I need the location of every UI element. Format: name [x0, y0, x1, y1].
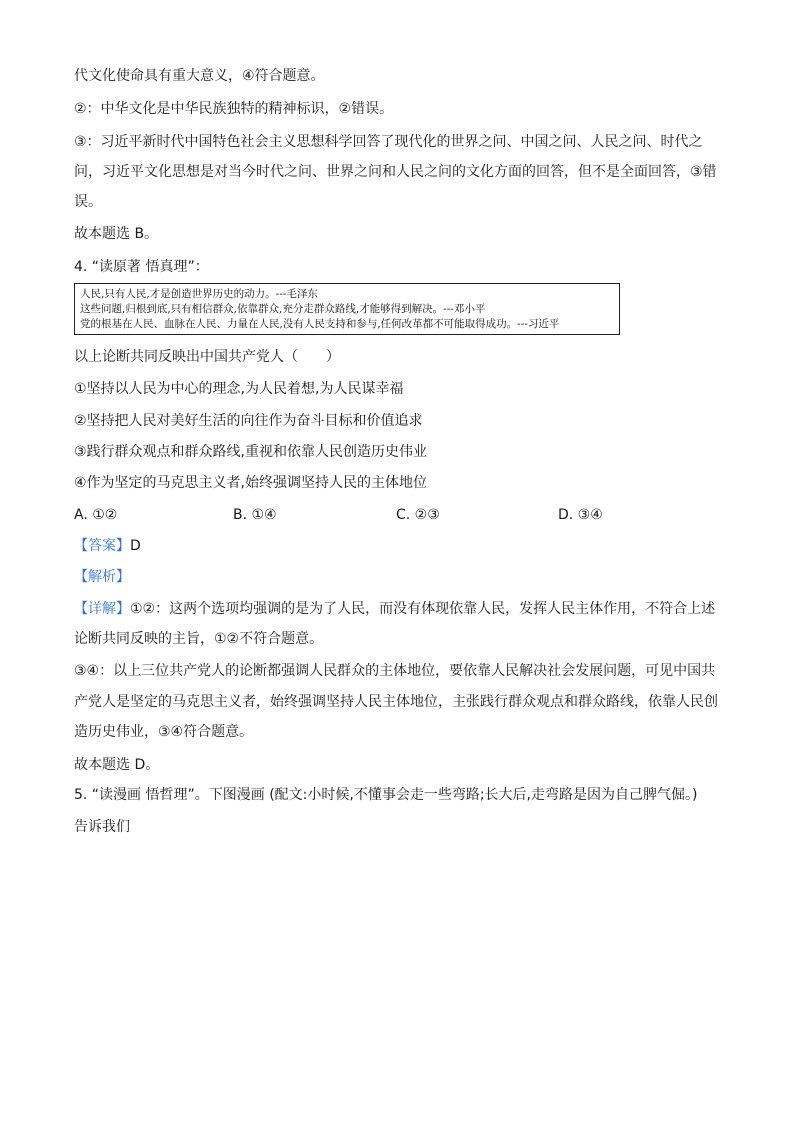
statement: ④作为坚定的马克思主义者,始终强调坚持人民的主体地位	[74, 475, 427, 491]
quote-line: 党的根基在人民、血脉在人民、力量在人民,没有人民支持和参与,任何改革都不可能取得成功。---习近平	[80, 318, 560, 330]
quote-box	[74, 283, 620, 335]
answer-label: 【答案】	[74, 538, 130, 554]
answer-line	[74, 537, 141, 555]
detail-line: 论断共同反映的主旨，①②不符合题意。	[74, 631, 324, 647]
answer-value: D	[130, 538, 141, 554]
detail-line: ③④：以上三位共产党人的论断都强调人民群众的主体地位，要依靠人民解决社会发展问题，可见中国共	[74, 663, 716, 679]
option-b: B. ①④	[233, 507, 277, 523]
detail-line: 故本题选 D。	[74, 757, 160, 773]
question-stem: 告诉我们	[74, 819, 130, 835]
question-title: 4. “读原著 悟真理”：	[74, 259, 209, 275]
text-line: 故本题选 B。	[74, 226, 159, 242]
text-line: 误。	[74, 194, 102, 210]
statement: ③践行群众观点和群众路线,重视和依靠人民创造历史伟业	[74, 444, 427, 460]
text-line: ②：中华文化是中华民族独特的精神标识，②错误。	[74, 101, 394, 117]
option-d: D. ③④	[558, 507, 603, 523]
option-a: A. ①②	[74, 507, 118, 523]
option-c: C. ②③	[396, 507, 440, 523]
statement: ①坚持以人民为中心的理念,为人民着想,为人民谋幸福	[74, 381, 404, 397]
quote-line: 人民,只有人民,才是创造世界历史的动力。---毛泽东	[80, 288, 318, 300]
text-line: 代文化使命具有重大意义，④符合题意。	[74, 68, 325, 84]
statement: ②坚持把人民对美好生活的向往作为奋斗目标和价值追求	[74, 413, 423, 429]
detail-line: 造历史伟业，③④符合题意。	[74, 724, 254, 740]
detail-line: 产党人是坚定的马克思主义者，始终强调坚持人民主体地位，主张践行群众观点和群众路线，依靠人民创	[74, 694, 718, 710]
text-line: 问，习近平文化思想是对当今时代之问、世界之问和人民之问的文化方面的回答，但不是全面回答，③错	[74, 164, 717, 180]
analysis-label: 【解析】	[74, 569, 130, 585]
quote-line: 这些问题,归根到底,只有相信群众,依靠群众,充分走群众路线,才能够得到解决。---邓小平	[80, 303, 486, 315]
detail-label: 【详解】	[74, 601, 130, 617]
text-line: ③：习近平新时代中国特色社会主义思想科学回答了现代化的世界之问、中国之问、人民之问、时代之	[74, 134, 703, 150]
detail-line	[74, 600, 715, 618]
question-title: 5. “读漫画 悟哲理”。下图漫画 (配文:小时候,不懂事会走一些弯路;长大后,走弯路是因为自己脾气倔。)	[74, 787, 698, 803]
question-stem: 以上论断共同反映出中国共产党人（ ）	[74, 349, 340, 365]
detail-text: ①②：这两个选项均强调的是为了人民，而没有体现依靠人民，发挥人民主体作用，不符合上述	[130, 601, 716, 617]
